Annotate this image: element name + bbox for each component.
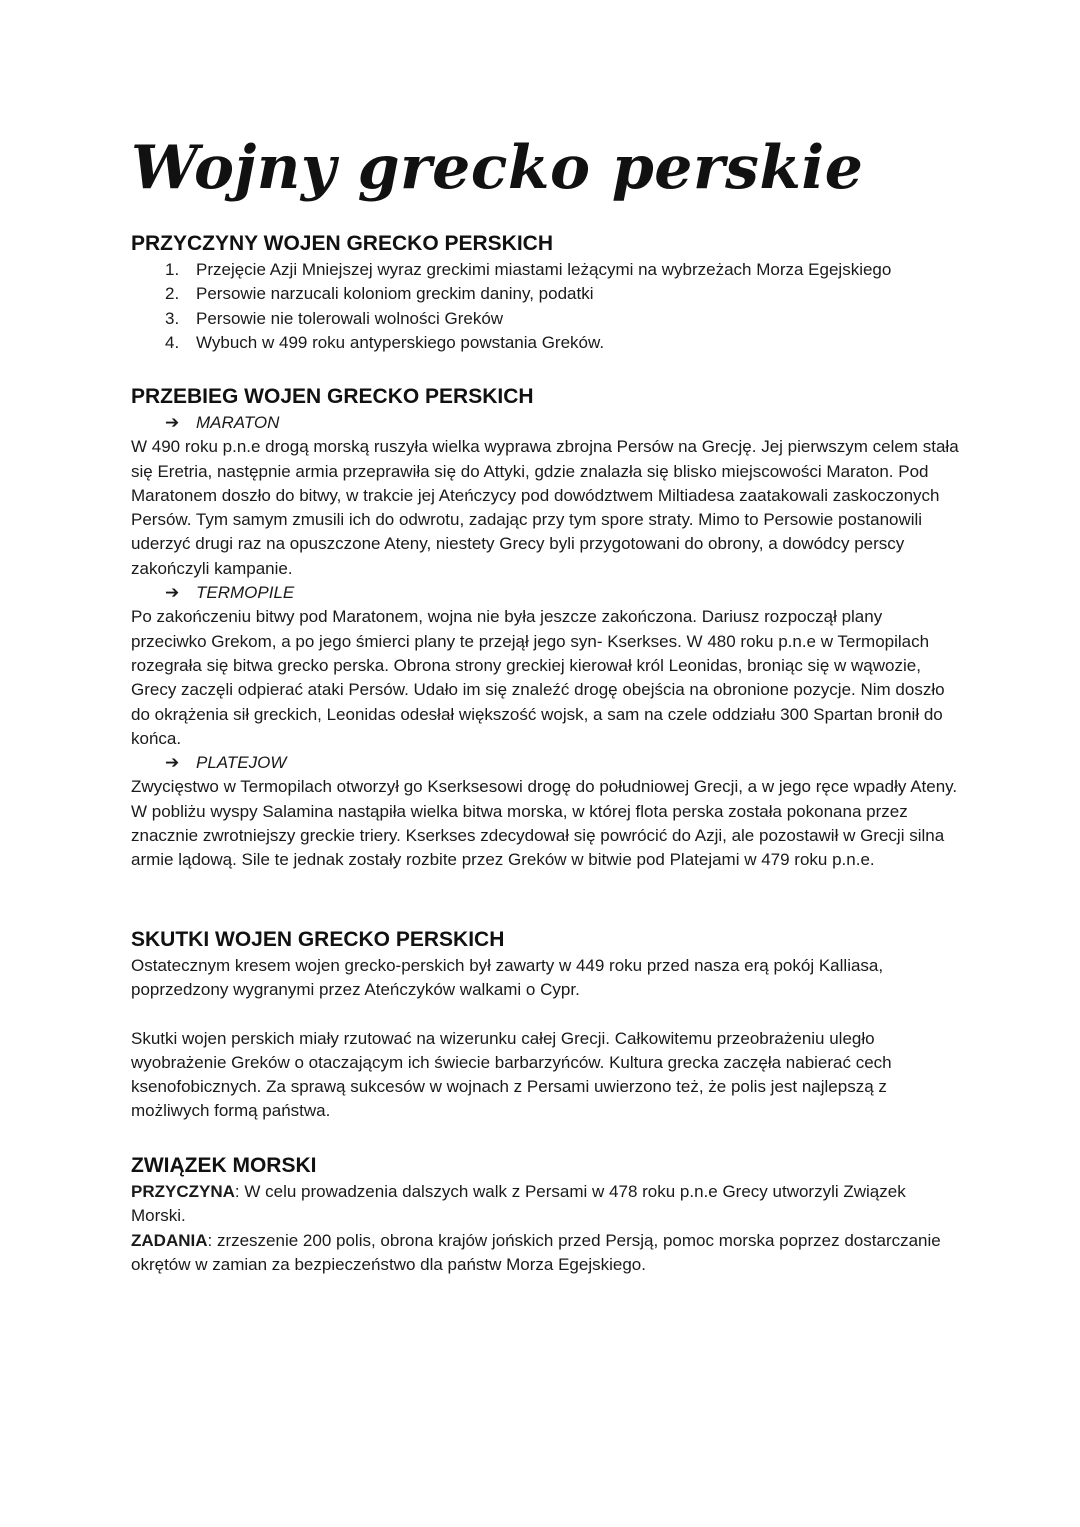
subsection-thermopylae-title: ➔ TERMOPILE	[131, 581, 961, 605]
causes-list	[131, 258, 961, 355]
effects-section	[131, 926, 961, 1124]
subsection-plataea-title: ➔ PLATEJOW	[131, 751, 961, 775]
arrow-right-icon: ➔	[165, 583, 180, 603]
league-heading: ZWIĄZEK MORSKI	[131, 1154, 317, 1177]
course-heading: PRZEBIEG WOJEN GRECKO PERSKICH	[131, 385, 534, 408]
league-tasks-text: : zrzeszenie 200 polis, obrona krajów jońskich przed Persją, pomoc morska poprzez dostarczanie okrętów w zamian za bezpieczeństwo dla państw Morza Egejskiego.	[131, 1230, 941, 1274]
list-item-text: Przejęcie Azji Mniejszej wyraz greckimi miastami leżącymi na wybrzeżach Morza Egejskiego	[196, 260, 892, 279]
list-item	[131, 307, 961, 331]
list-item	[131, 282, 961, 306]
list-item	[131, 331, 961, 355]
subsection-marathon-title: ➔ MARATON	[131, 411, 961, 435]
list-item	[131, 258, 961, 282]
subsection-marathon-text: W 490 roku p.n.e drogą morską ruszyła wielka wyprawa zbrojna Persów na Grecję. Jej pierwszym celem stała się Eretria, następnie armia przeprawiła się do Attyki, gdzie znalazła się blisko miejscowości Maraton. Pod Maratonem doszło do bitwy, w trakcie jej Ateńczycy pod dowództwem Miltiadesa zaatakowali zaskoczonych Persów. Tym samym zmusili ich do odwrotu, zadając przy tym spore straty. Mimo to Persowie postanowili uderzyć drugi raz na opuszczone Ateny, niestety Grecy byli przygotowani do obrony, a dowódcy perscy zakończyli kampanie.	[131, 437, 959, 578]
causes-section	[131, 230, 961, 355]
league-cause-text: : W celu prowadzenia dalszych walk z Persami w 478 roku p.n.e Grecy utworzyli Związek Morski.	[131, 1182, 906, 1226]
list-item-text: Persowie nie tolerowali wolności Greków	[196, 308, 504, 328]
list-number: 3.	[165, 308, 180, 328]
league-cause-label: PRZYCZYNA	[131, 1182, 235, 1201]
list-number: 1.	[165, 260, 180, 279]
arrow-right-icon: ➔	[165, 413, 180, 432]
arrow-right-icon: ➔	[165, 753, 180, 773]
page-title: Wojny grecko perskie	[131, 133, 864, 203]
list-number: 4.	[165, 332, 180, 352]
league-cause	[131, 1180, 961, 1229]
list-item-text: Persowie narzucali koloniom greckim daniny, podatki	[196, 284, 594, 304]
list-number: 2.	[165, 284, 180, 304]
subsection-thermopylae-text: Po zakończeniu bitwy pod Maratonem, wojna nie była jeszcze zakończona. Dariusz rozpoczął plany przeciwko Grekom, a po jego śmierci plany te przejął jego syn- Kserkses. W 480 roku p.n.e w Termopilach rozegrała się bitwa grecko perska. Obrona strony greckiej kierował król Leonidas, broniąc się w wąwozie, Grecy zaczęli odpierać ataki Persów. Udało im się znaleźć drogę obejścia na obronione pozycje. Nim doszło do okrążenia sił greckich, Leonidas odesłał większość wojsk, a sam na czele oddziału 300 Spartan bronił do końca.	[131, 607, 945, 748]
effects-paragraph: Ostatecznym kresem wojen grecko-perskich był zawarty w 449 roku przed nasza erą pokój Kalliasa, poprzedzony wygranymi przez Ateńczyków walkami o Cypr.	[131, 956, 884, 1000]
league-tasks	[131, 1229, 961, 1278]
course-section	[131, 383, 961, 873]
subsection-plataea-text: Zwycięstwo w Termopilach otworzył go Kserksesowi drogę do południowej Grecji, a w jego ręce wpadły Ateny. W pobliżu wyspy Salamina nastąpiła wielka bitwa morska, w której flota perska została pokonana przez znacznie zwrotniejszy greckie triery. Kserkses zdecydował się powrócić do Azji, ale pozostawił w Grecji silna armie lądową. Sile te jednak zostały rozbite przez Greków w bitwie pod Platejami w 479 roku p.n.e.	[131, 777, 958, 870]
effects-heading: SKUTKI WOJEN GRECKO PERSKICH	[131, 928, 505, 951]
league-section	[131, 1152, 961, 1277]
causes-heading: PRZYCZYNY WOJEN GRECKO PERSKICH	[131, 232, 553, 255]
effects-paragraph: Skutki wojen perskich miały rzutować na wizerunku całej Grecji. Całkowitemu przeobrażeniu uległo wyobrażenie Greków o otaczającym ich świecie barbarzyńców. Kultura grecka zaczęła nabierać cech ksenofobicznych. Za sprawą sukcesów w wojnach z Persami uwierzono też, że polis jest najlepszą z możliwych formą państwa.	[131, 1028, 892, 1121]
league-tasks-label: ZADANIA	[131, 1230, 208, 1250]
list-item-text: Wybuch w 499 roku antyperskiego powstania Greków.	[196, 332, 605, 352]
